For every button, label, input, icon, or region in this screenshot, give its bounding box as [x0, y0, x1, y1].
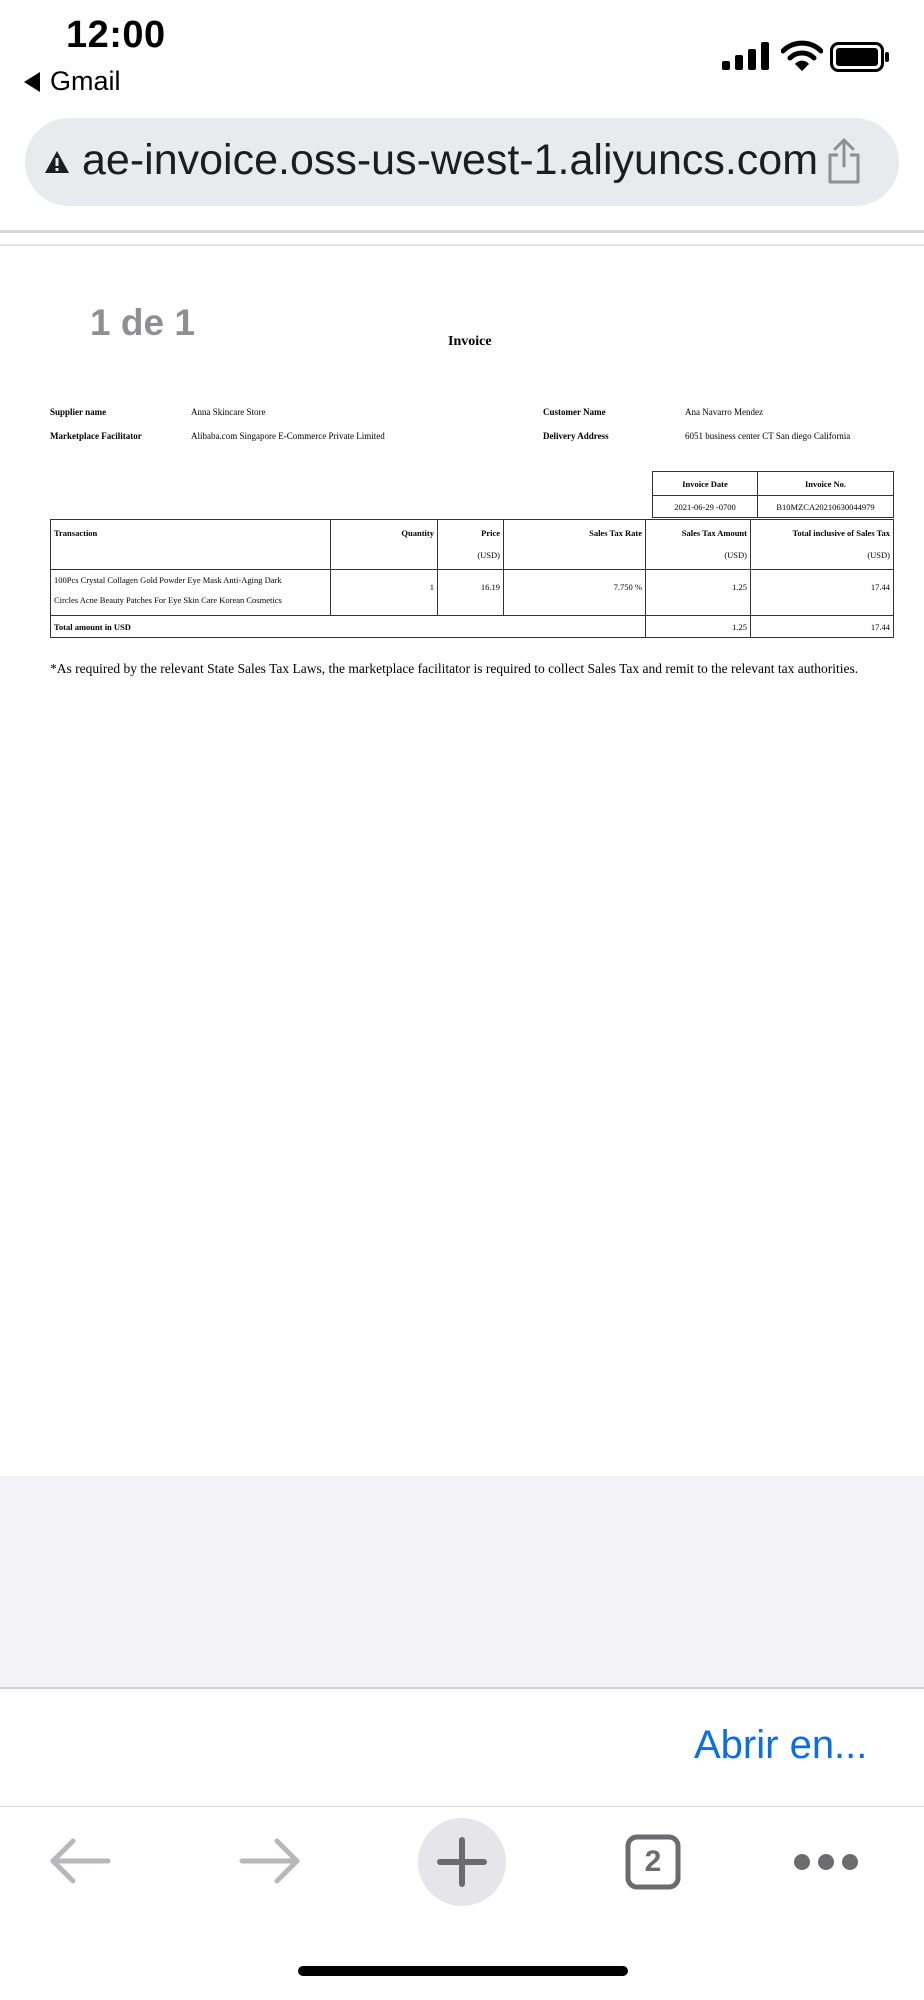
supplier-value: Anna Skincare Store — [191, 407, 266, 417]
status-time: 12:00 — [66, 14, 166, 56]
home-indicator — [298, 1966, 628, 1976]
more-options-icon[interactable] — [793, 1848, 859, 1876]
toolbar-divider-secondary — [0, 244, 924, 246]
quantity-header: Quantity — [331, 520, 438, 570]
tab-count: 2 — [644, 1845, 662, 1878]
bottom-panel — [0, 1476, 924, 1688]
open-in-button[interactable]: Abrir en... — [694, 1723, 868, 1767]
forward-arrow-icon[interactable] — [238, 1836, 302, 1886]
invoice-meta-table — [652, 471, 894, 518]
facilitator-label: Marketplace Facilitator — [50, 431, 142, 441]
back-triangle-icon — [24, 72, 40, 92]
not-secure-warning-icon — [44, 150, 70, 174]
item-price: 16.19 — [438, 570, 504, 616]
tax-amount-header-label: Sales Tax Amount — [681, 528, 747, 538]
item-tax-amount: 1.25 — [646, 570, 751, 616]
item-quantity: 1 — [331, 570, 438, 616]
total-header-unit: (USD) — [867, 550, 890, 560]
item-description — [51, 570, 331, 616]
toolbar-divider-bottom — [0, 1806, 924, 1807]
price-header — [438, 520, 504, 570]
customer-label: Customer Name — [543, 407, 606, 417]
back-to-app-link[interactable] — [24, 66, 121, 97]
totals-tax-amount: 1.25 — [646, 616, 751, 638]
share-icon[interactable] — [826, 137, 862, 185]
totals-total: 17.44 — [751, 616, 894, 638]
item-description-line1: 100Pcs Crystal Collagen Gold Powder Eye Mask Anti-Aging Dark — [54, 575, 282, 585]
url-text[interactable]: ae-invoice.oss-us-west-1.aliyuncs.com — [82, 136, 819, 184]
sales-tax-note: *As required by the relevant State Sales Tax Laws, the marketplace facilitator is required to collect Sales Tax and remit to the relevant tax authorities. — [50, 661, 859, 676]
facilitator-value: Alibaba.com Singapore E-Commerce Private Limited — [191, 431, 385, 441]
tax-amount-header — [646, 520, 751, 570]
invoice-date-value: 2021-06-29 -0700 — [653, 496, 758, 518]
totals-label: Total amount in USD — [51, 616, 646, 638]
customer-value: Ana Navarro Mendez — [685, 407, 763, 417]
address-label: Delivery Address — [543, 431, 609, 441]
plus-icon — [418, 1818, 506, 1906]
tax-amount-header-unit: (USD) — [724, 550, 747, 560]
tabs-button[interactable] — [625, 1834, 681, 1890]
transaction-header: Transaction — [51, 520, 331, 570]
invoice-title: Invoice — [448, 334, 492, 349]
back-arrow-icon[interactable] — [48, 1836, 112, 1886]
table-row — [51, 570, 894, 616]
transaction-table — [50, 519, 894, 638]
price-header-unit: (USD) — [477, 550, 500, 560]
invoice-date-header: Invoice Date — [653, 472, 758, 496]
price-header-label: Price — [481, 528, 500, 538]
item-description-line2: Circles Acne Beauty Patches For Eye Skin Care Korean Cosmetics — [54, 595, 282, 605]
cellular-signal-icon — [722, 42, 770, 70]
toolbar-divider — [0, 230, 924, 233]
total-header — [751, 520, 894, 570]
new-tab-button[interactable] — [418, 1818, 506, 1906]
wifi-icon — [781, 40, 823, 72]
page-counter: 1 de 1 — [90, 302, 195, 343]
item-total: 17.44 — [751, 570, 894, 616]
address-value: 6051 business center CT San diego California — [685, 431, 851, 441]
invoice-number-value: B10MZCA20210630044979 — [758, 496, 894, 518]
back-app-label: Gmail — [50, 66, 121, 96]
battery-icon — [830, 42, 890, 72]
tax-rate-header: Sales Tax Rate — [504, 520, 646, 570]
supplier-label: Supplier name — [50, 407, 107, 417]
panel-divider — [0, 1687, 924, 1689]
total-header-label: Total inclusive of Sales Tax — [792, 528, 890, 538]
invoice-number-header: Invoice No. — [758, 472, 894, 496]
item-tax-rate: 7.750 % — [504, 570, 646, 616]
totals-row — [51, 616, 894, 638]
